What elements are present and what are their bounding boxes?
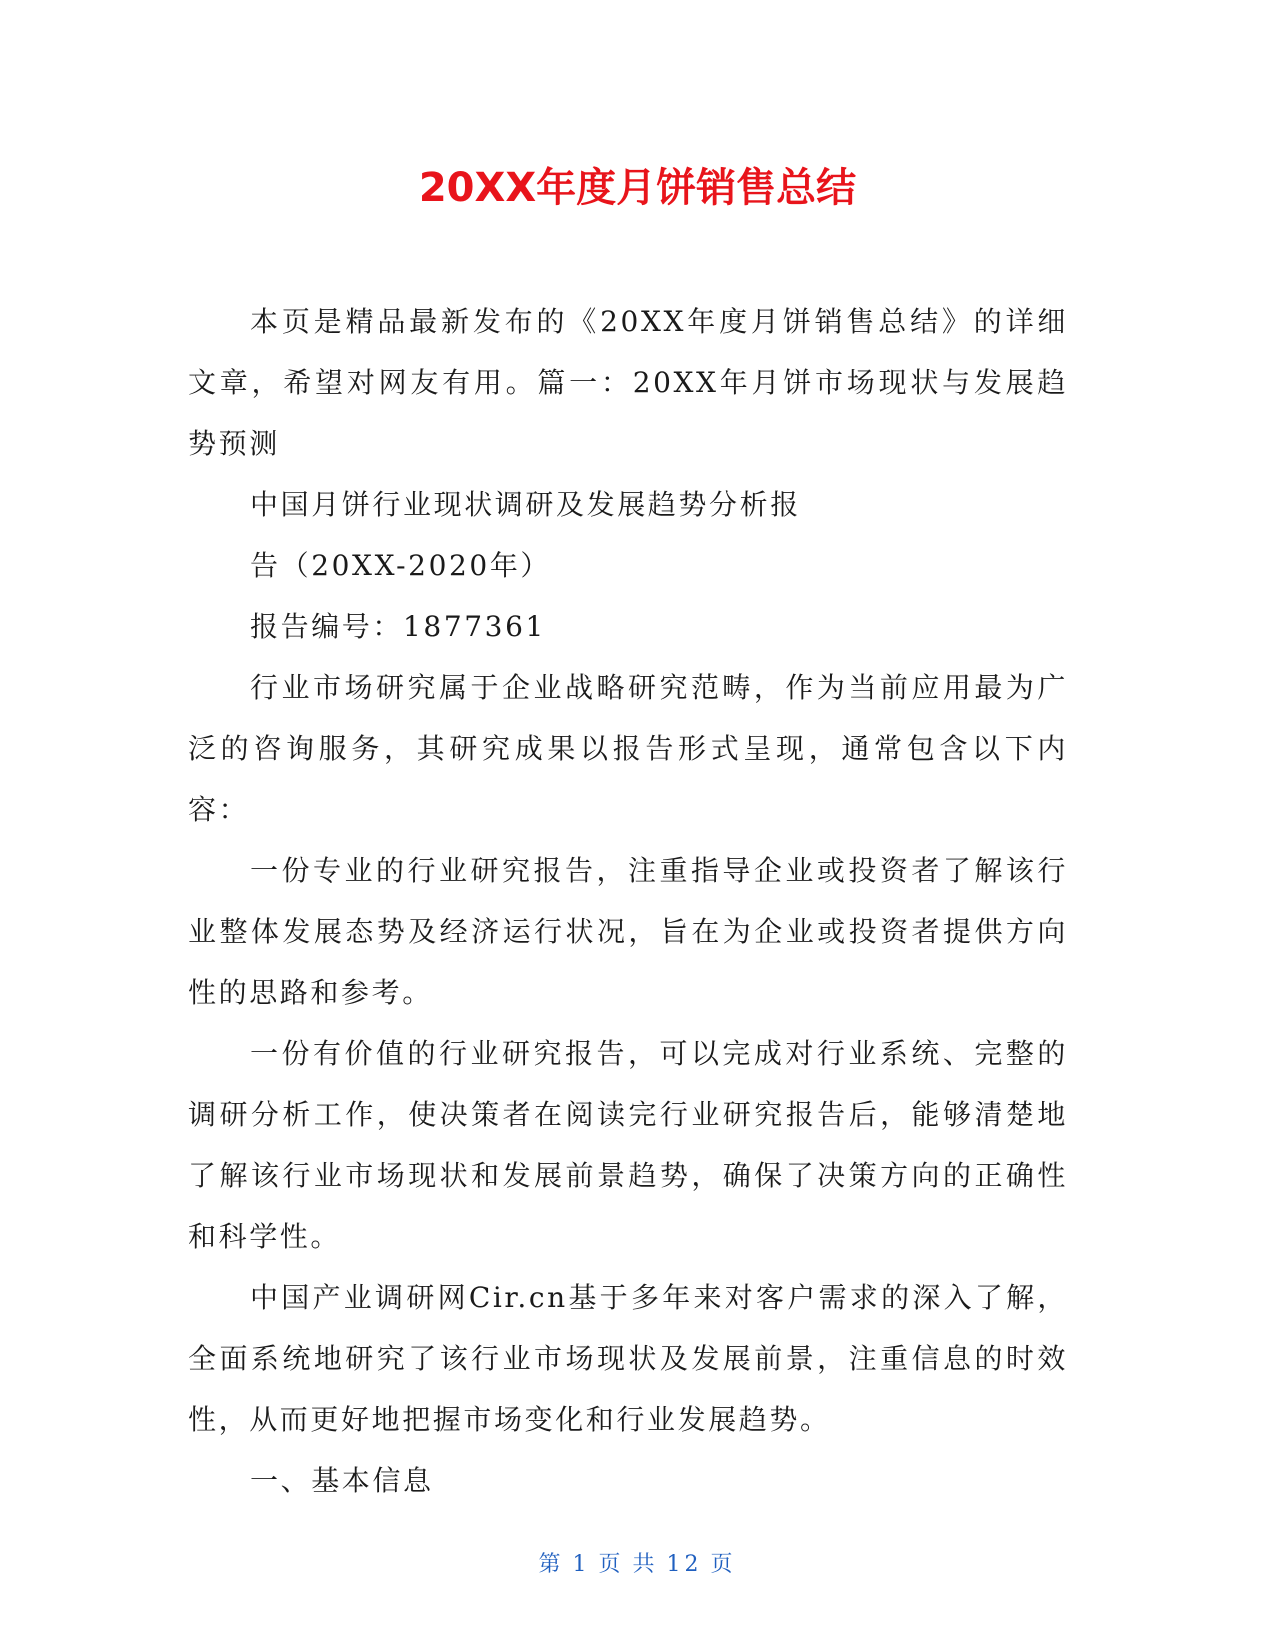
paragraph-market-research: 行业市场研究属于企业战略研究范畴，作为当前应用最为广泛的咨询服务，其研究成果以报告形式呈现，通常包含以下内容： — [188, 671, 1068, 826]
paragraph-report-name: 中国月饼行业现状调研及发展趋势分析报 — [250, 488, 801, 521]
footer-page-unit: 页 — [598, 1552, 625, 1577]
page-footer — [0, 1550, 1275, 1580]
document-title: 20XX年度月饼销售总结 — [418, 165, 857, 211]
footer-page-label: 第 — [538, 1552, 565, 1577]
footer-total-label: 共 — [632, 1552, 659, 1577]
paragraph-report-years: 告（20XX-2020年） — [250, 549, 552, 582]
footer-total-pages: 12 — [666, 1552, 703, 1577]
paragraph-valuable-report: 一份有价值的行业研究报告，可以完成对行业系统、完整的调研分析工作，使决策者在阅读完行业研究报告后，能够清楚地了解该行业市场现状和发展前景趋势，确保了决策方向的正确性和科学性。 — [188, 1037, 1068, 1253]
paragraph-professional-report: 一份专业的行业研究报告，注重指导企业或投资者了解该行业整体发展态势及经济运行状况，旨在为企业或投资者提供方向性的思路和参考。 — [188, 854, 1068, 1009]
footer-current-page: 1 — [572, 1552, 591, 1577]
paragraph-cir-cn: 中国产业调研网Cir.cn基于多年来对客户需求的深入了解，全面系统地研究了该行业市场现状及发展前景，注重信息的时效性，从而更好地把握市场变化和行业发展趋势。 — [188, 1281, 1068, 1436]
footer-total-unit: 页 — [710, 1552, 737, 1577]
section-heading-basic-info: 一、基本信息 — [250, 1464, 434, 1497]
paragraph-report-number: 报告编号：1877361 — [250, 610, 546, 643]
paragraph-intro: 本页是精品最新发布的《20XX年度月饼销售总结》的详细文章，希望对网友有用。篇一：20XX年月饼市场现状与发展趋势预测 — [188, 305, 1068, 460]
document-body — [188, 291, 1068, 1511]
